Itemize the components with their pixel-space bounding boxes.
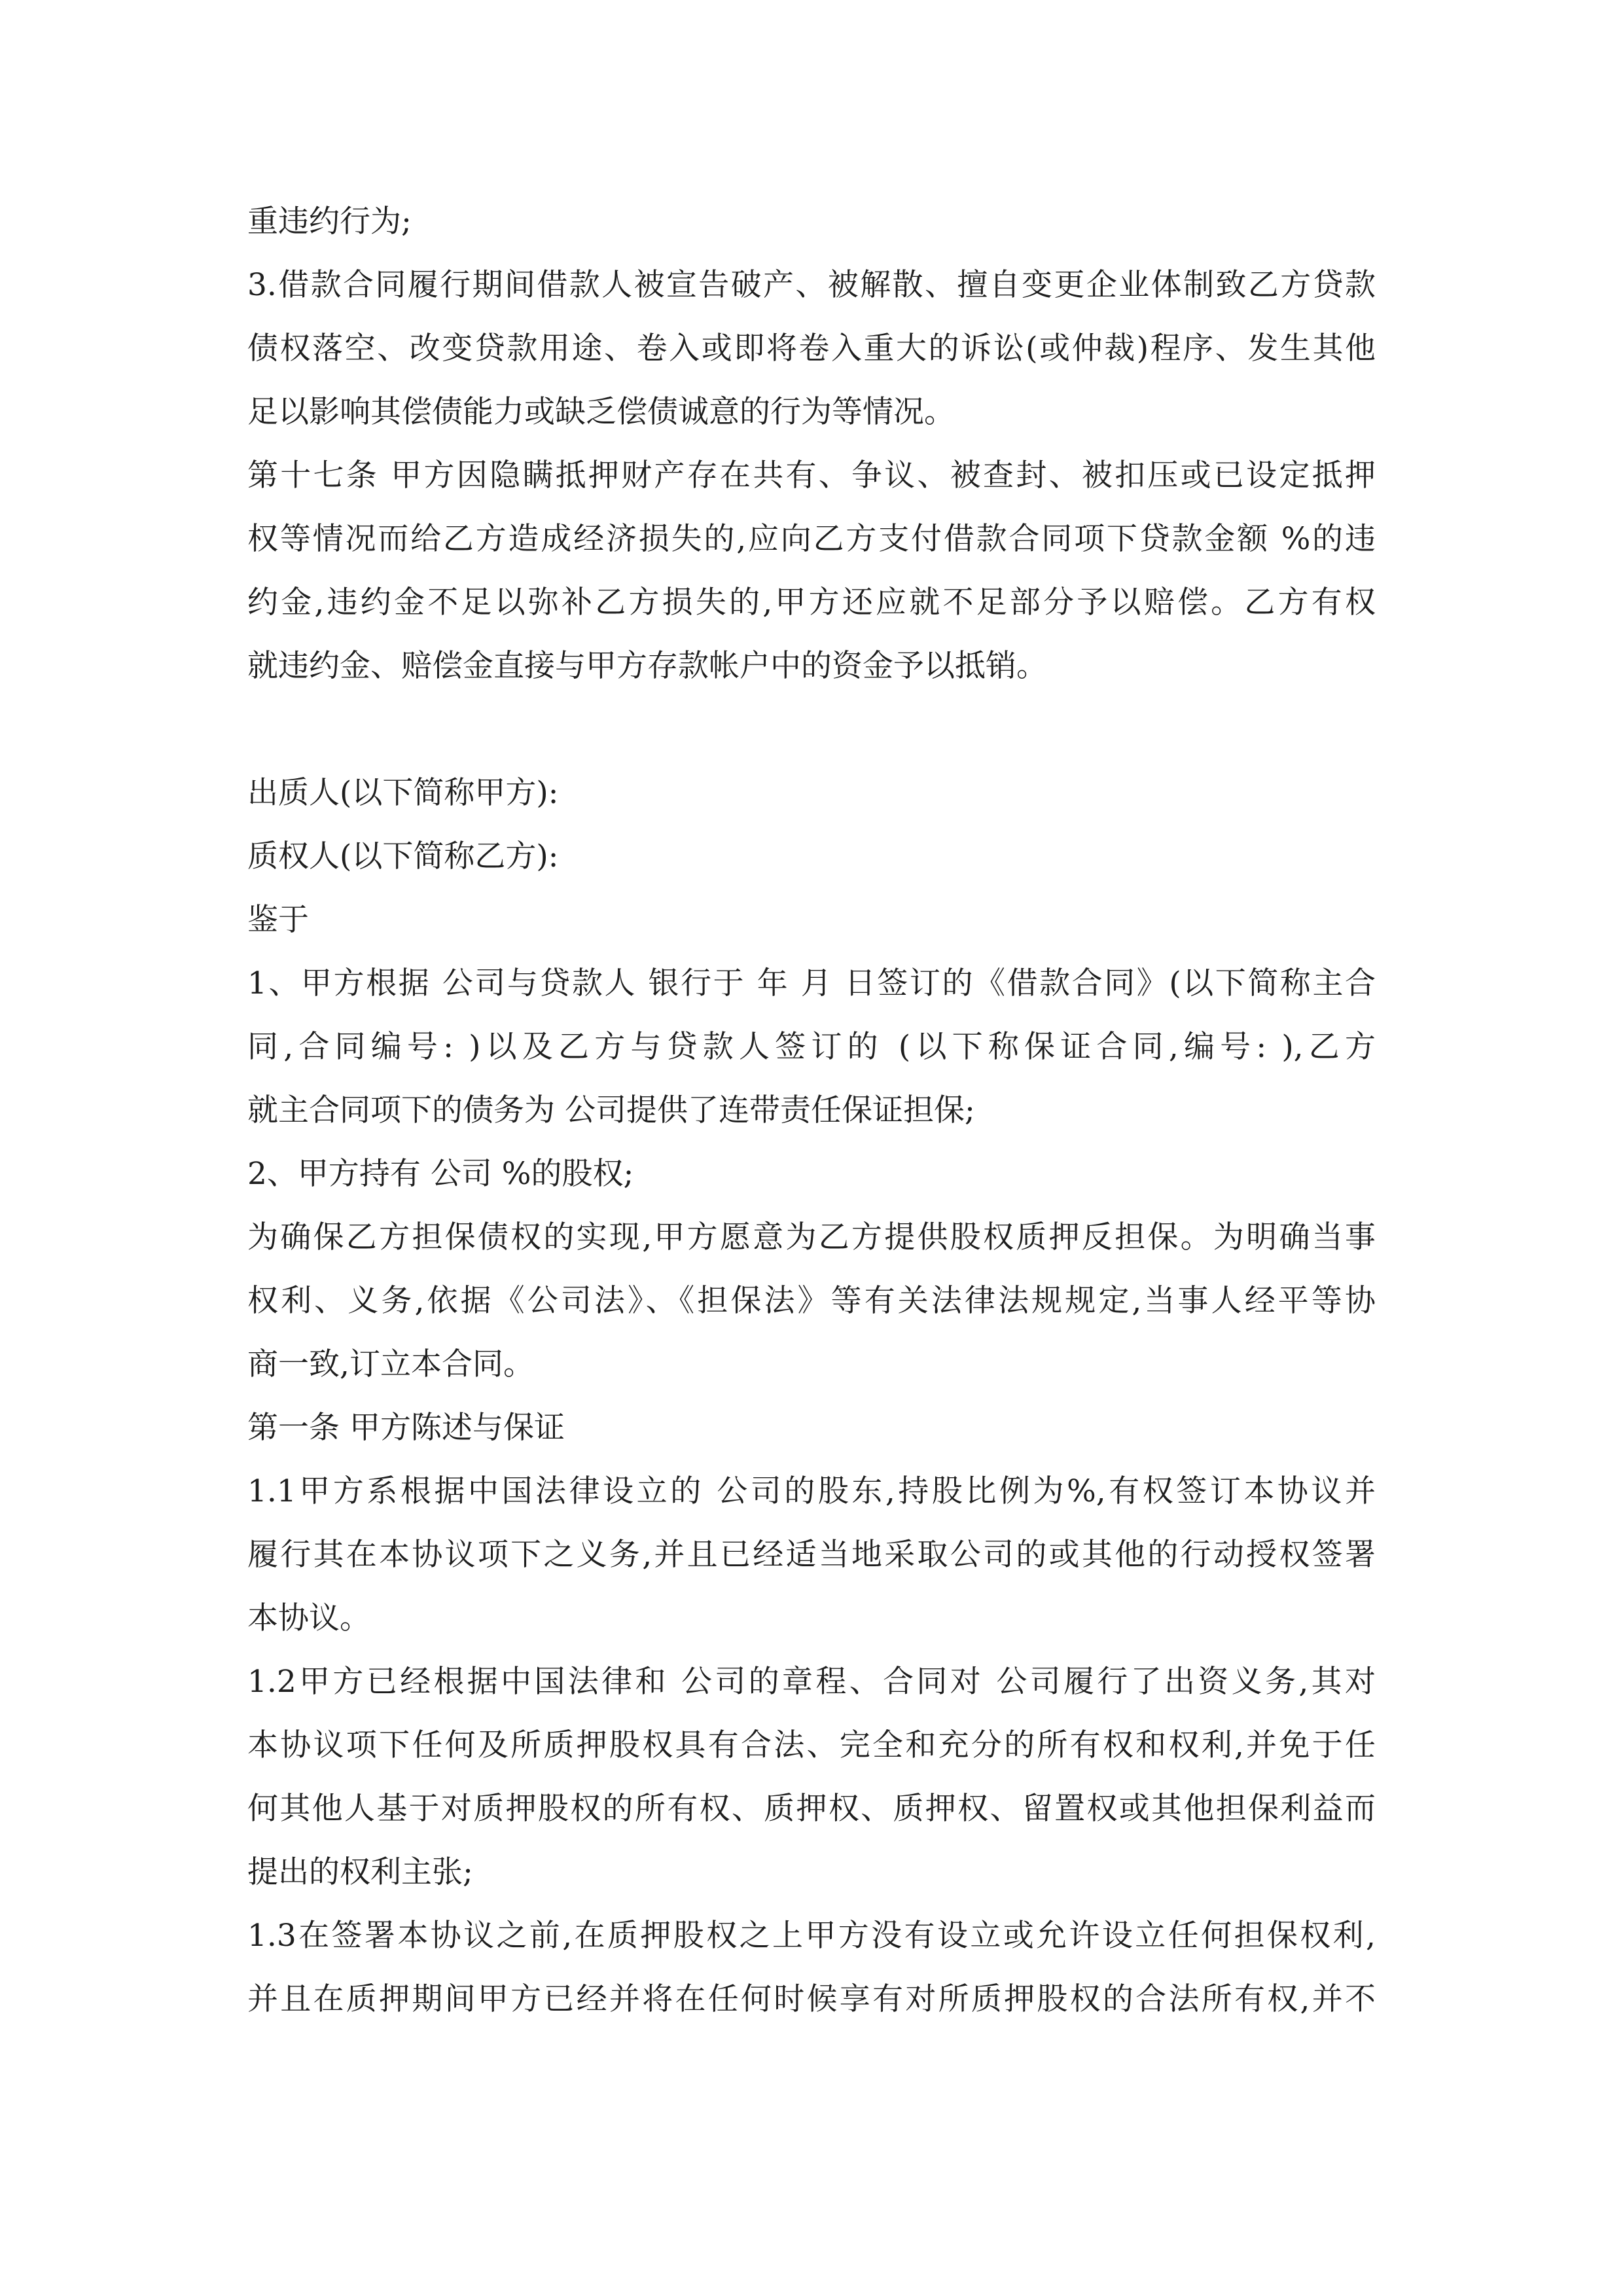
section-gap xyxy=(247,698,1376,761)
text-line: 3.借款合同履行期间借款人被宣告破产、被解散、擅自变更企业体制致乙方贷款 xyxy=(247,267,1376,303)
text-line: 1.2甲方已经根据中国法律和 公司的章程、合同对 公司履行了出资义务,其对 xyxy=(247,1664,1376,1700)
text-line: 为确保乙方担保债权的实现,甲方愿意为乙方提供股权质押反担保。为明确当事 xyxy=(247,1219,1376,1255)
text-line: 质权人(以下简称乙方): xyxy=(247,838,559,874)
text-line: 债权落空、改变贷款用途、卷入或即将卷入重大的诉讼(或仲裁)程序、发生其他 xyxy=(247,331,1376,367)
equity-pledge-contract xyxy=(247,761,1376,2031)
text-line: 出质人(以下简称甲方): xyxy=(247,775,559,811)
text-line: 1、甲方根据 公司与贷款人 银行于 年 月 日签订的《借款合同》(以下简称主合 xyxy=(247,965,1376,1001)
text-line: 提出的权利主张; xyxy=(247,1854,473,1890)
text-line: 权利、义务,依据《公司法》、《担保法》等有关法律法规规定,当事人经平等协 xyxy=(247,1283,1376,1319)
text-line: 何其他人基于对质押股权的所有权、质押权、质押权、留置权或其他担保利益而 xyxy=(247,1791,1376,1827)
text-line: 重违约行为; xyxy=(247,204,412,240)
text-line: 履行其在本协议项下之义务,并且已经适当地采取公司的或其他的行动授权签署 xyxy=(247,1537,1376,1573)
text-line: 本协议项下任何及所质押股权具有合法、完全和充分的所有权和权利,并免于任 xyxy=(247,1727,1376,1763)
text-line: 鉴于 xyxy=(247,902,309,938)
text-line: 就主合同项下的债务为 公司提供了连带责任保证担保; xyxy=(247,1092,975,1128)
text-line: 足以影响其偿债能力或缺乏偿债诚意的行为等情况。 xyxy=(247,394,955,430)
text-line: 1.1甲方系根据中国法律设立的 公司的股东,持股比例为%,有权签订本协议并 xyxy=(247,1473,1376,1509)
text-line: 第一条 甲方陈述与保证 xyxy=(247,1410,565,1446)
text-line: 本协议。 xyxy=(247,1600,370,1636)
text-line: 同,合同编号: )以及乙方与贷款人签订的 (以下称保证合同,编号: ),乙方 xyxy=(247,1029,1376,1065)
text-line: 就违约金、赔偿金直接与甲方存款帐户中的资金予以抵销。 xyxy=(247,648,1047,684)
clause-block-default xyxy=(247,190,1376,698)
text-line: 第十七条 甲方因隐瞒抵押财产存在共有、争议、被查封、被扣压或已设定抵押 xyxy=(247,457,1376,493)
text-line: 1.3在签署本协议之前,在质押股权之上甲方没有设立或允许设立任何担保权利, xyxy=(247,1918,1376,1954)
text-line: 权等情况而给乙方造成经济损失的,应向乙方支付借款合同项下贷款金额 %的违 xyxy=(247,521,1376,557)
text-line: 并且在质押期间甲方已经并将在任何时候享有对所质押股权的合法所有权,并不 xyxy=(247,1981,1376,2017)
text-line: 2、甲方持有 公司 %的股权; xyxy=(247,1156,634,1192)
text-line: 约金,违约金不足以弥补乙方损失的,甲方还应就不足部分予以赔偿。乙方有权 xyxy=(247,584,1376,620)
text-line: 商一致,订立本合同。 xyxy=(247,1346,534,1382)
document-page xyxy=(247,190,1376,2031)
